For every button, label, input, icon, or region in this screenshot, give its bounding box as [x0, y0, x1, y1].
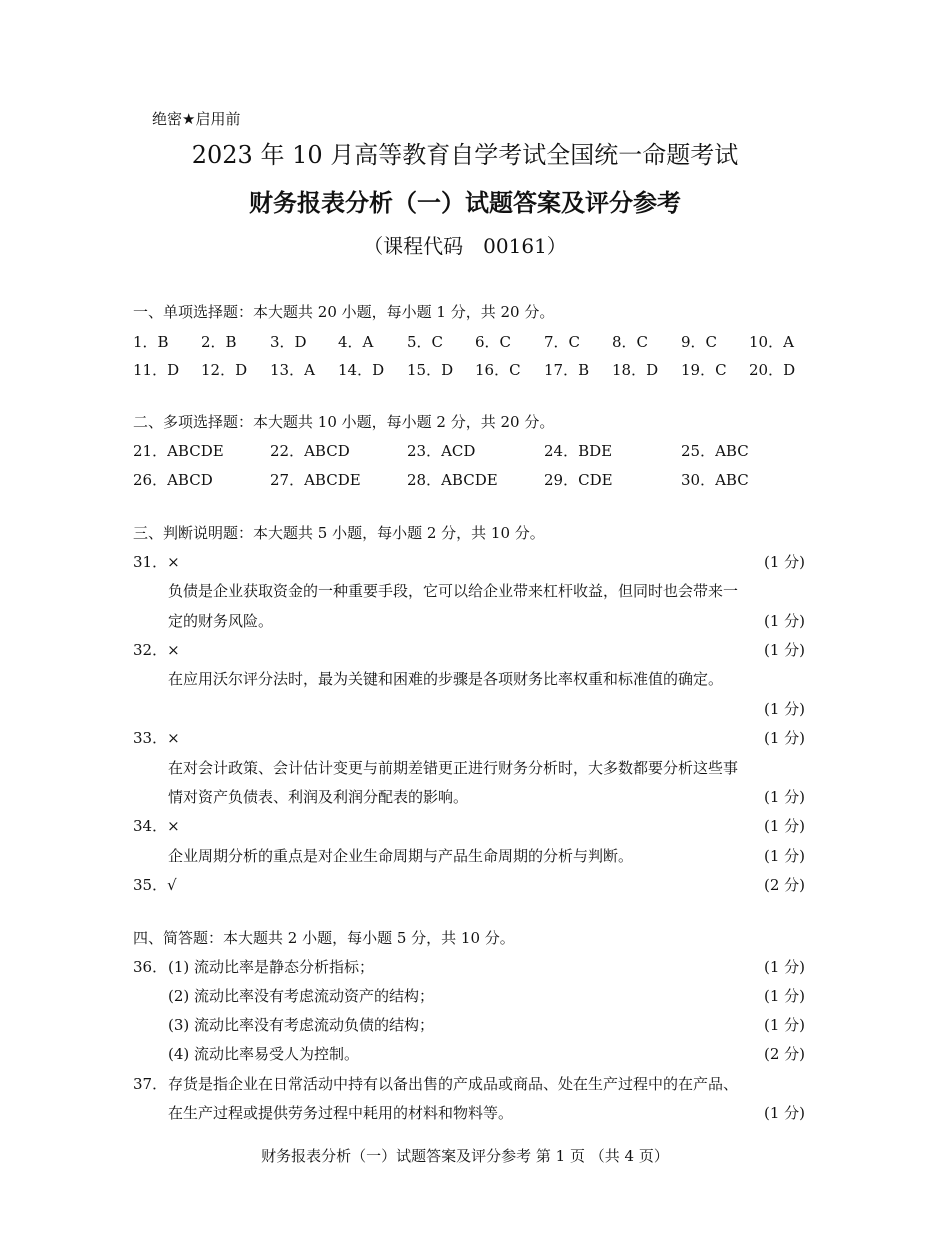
answer-2: 2．B — [201, 333, 237, 351]
q34-line — [133, 815, 805, 837]
q33-explanation-2: 情对资产负债表、利润及利润分配表的影响。 — [168, 788, 469, 806]
q36-item-3-score: (1 分) — [763, 1016, 805, 1034]
q32-score: (1 分) — [763, 641, 805, 659]
q36-number: 36． — [133, 958, 168, 976]
answer-15: 15．D — [407, 361, 454, 379]
q31-answer: 31．× — [133, 553, 180, 571]
answer-26: 26．ABCD — [133, 471, 213, 489]
course-code: （课程代码 00161） — [363, 234, 567, 258]
q31-explanation-2: 定的财务风险。 — [168, 612, 274, 630]
q32-line — [133, 639, 805, 661]
q36-item-1-score: (1 分) — [763, 958, 805, 976]
answer-13: 13．A — [270, 361, 315, 379]
q37-text-1: 存货是指企业在日常活动中持有以备出售的产成品或商品、处在生产过程中的在产品、 — [168, 1075, 739, 1093]
q33-score: (1 分) — [763, 729, 805, 747]
q34-explanation-line — [133, 845, 805, 867]
answer-27: 27．ABCDE — [270, 471, 361, 489]
answer-18: 18．D — [612, 361, 659, 379]
answer-11: 11．D — [133, 361, 180, 379]
q33-explanation-1: 在对会计政策、会计估计变更与前期差错更正进行财务分析时，大多数都要分析这些事 — [168, 759, 739, 777]
q36-item-3-text: (3) 流动比率没有考虑流动负债的结构； — [168, 1016, 435, 1034]
answer-5: 5．C — [407, 333, 444, 351]
q34-score-2: (1 分) — [763, 847, 805, 865]
q37-number: 37． — [133, 1075, 168, 1093]
q36-item-3 — [133, 1014, 805, 1036]
q37-line-2 — [133, 1102, 805, 1124]
q31-explanation-1: 负债是企业获取资金的一种重要手段，它可以给企业带来杠杆收益，但同时也会带来一 — [168, 582, 739, 600]
q32-score-line — [133, 698, 805, 720]
answer-21: 21．ABCDE — [133, 442, 224, 460]
q37-line-1 — [133, 1073, 805, 1095]
q31-line — [133, 551, 805, 573]
q36-item-2 — [133, 985, 805, 1007]
q31-explanation-line-2 — [133, 610, 805, 632]
answer-9: 9．C — [681, 333, 718, 351]
answer-14: 14．D — [338, 361, 385, 379]
answer-10: 10．A — [749, 333, 794, 351]
q35-score: (2 分) — [763, 876, 805, 894]
q32-explanation-1: 在应用沃尔评分法时，最为关键和困难的步骤是各项财务比率权重和标准值的确定。 — [168, 670, 724, 688]
answer-12: 12．D — [201, 361, 248, 379]
q35-line — [133, 874, 805, 896]
answer-16: 16．C — [475, 361, 521, 379]
q33-explanation-line-2 — [133, 786, 805, 808]
page-footer: 财务报表分析（一）试题答案及评分参考 第 1 页 （共 4 页） — [261, 1147, 669, 1165]
q31-score: (1 分) — [763, 553, 805, 571]
answer-22: 22．ABCD — [270, 442, 350, 460]
answer-19: 19．C — [681, 361, 727, 379]
answer-24: 24．BDE — [544, 442, 613, 460]
q34-answer: 34．× — [133, 817, 180, 835]
q32-answer: 32．× — [133, 641, 180, 659]
q33-line — [133, 727, 805, 749]
q36-item-2-score: (1 分) — [763, 987, 805, 1005]
answer-3: 3．D — [270, 333, 307, 351]
answer-4: 4．A — [338, 333, 374, 351]
q35-answer: 35．√ — [133, 876, 177, 894]
exam-title: 2023 年 10 月高等教育自学考试全国统一命题考试 — [191, 141, 739, 169]
q36-item-4-score: (2 分) — [763, 1045, 805, 1063]
section2-heading: 二、多项选择题：本大题共 10 小题，每小题 2 分，共 20 分。 — [133, 413, 555, 431]
section3-heading: 三、判断说明题：本大题共 5 小题，每小题 2 分，共 10 分。 — [133, 524, 545, 542]
q33-score-2: (1 分) — [763, 788, 805, 806]
answer-20: 20．D — [749, 361, 796, 379]
q34-explanation: 企业周期分析的重点是对企业生命周期与产品生命周期的分析与判断。 — [168, 847, 634, 865]
q36-item-1 — [133, 956, 805, 978]
q36-item-4 — [133, 1043, 805, 1065]
q34-score: (1 分) — [763, 817, 805, 835]
answer-23: 23．ACD — [407, 442, 476, 460]
answer-6: 6．C — [475, 333, 512, 351]
answer-8: 8．C — [612, 333, 649, 351]
q36-item-2-text: (2) 流动比率没有考虑流动资产的结构； — [168, 987, 435, 1005]
q36-item-4-text: (4) 流动比率易受人为控制。 — [168, 1045, 360, 1063]
answer-7: 7．C — [544, 333, 581, 351]
answer-17: 17．B — [544, 361, 590, 379]
q37-score: (1 分) — [763, 1104, 805, 1122]
subject-title: 财务报表分析（一）试题答案及评分参考 — [249, 188, 681, 217]
section4-heading: 四、简答题：本大题共 2 小题，每小题 5 分，共 10 分。 — [133, 929, 515, 947]
answer-25: 25．ABC — [681, 442, 749, 460]
answer-29: 29．CDE — [544, 471, 613, 489]
q36-item-1-text: (1) 流动比率是静态分析指标； — [168, 958, 375, 976]
answer-30: 30．ABC — [681, 471, 749, 489]
q33-answer: 33．× — [133, 729, 180, 747]
q37-text-2: 在生产过程或提供劳务过程中耗用的材料和物料等。 — [168, 1104, 514, 1122]
answer-1: 1．B — [133, 333, 169, 351]
q32-score-2: (1 分) — [763, 700, 805, 718]
section1-heading: 一、单项选择题：本大题共 20 小题，每小题 1 分，共 20 分。 — [133, 303, 555, 321]
q31-score-2: (1 分) — [763, 612, 805, 630]
answer-28: 28．ABCDE — [407, 471, 498, 489]
confidential-label: 绝密★启用前 — [152, 110, 241, 128]
